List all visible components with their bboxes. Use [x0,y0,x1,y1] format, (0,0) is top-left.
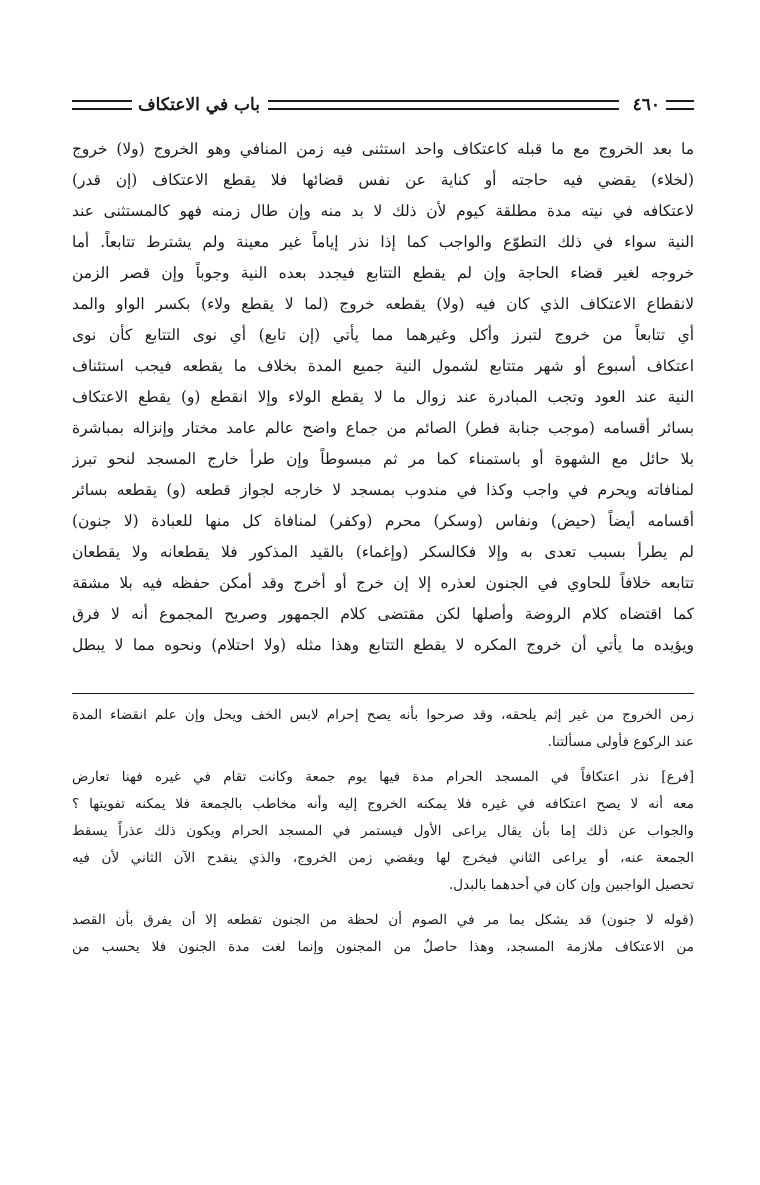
body-line: أقسامه أيضاً (حيض) ونفاس (وسكر) محرم (وكفر) لمنافاة كل منها للعبادة (لا جنون) [72,512,694,530]
footnote-paragraph [72,764,694,899]
footnote-line: [فرع] نذر اعتكافاً في المسجد الحرام مدة فيها يوم جمعة وكانت تقام في غيره فهنا تعارض [72,769,694,785]
body-line: ويؤيده ما يأتي أن خروج المكره لا يقطع التتابع وهذا مثله (ولا احتلام) ونحوه مما لا يبطل [72,636,694,654]
body-line: بلا حائل مع الشهوة أو باستمناء كما مر ثم مبسوطاً وإن طرأ خارج المسجد لنحو تبرز [72,450,694,468]
body-line: تتابعه خلافاً للحاوي في الجنون لعذره إلا إن خرج أو أخرج وقد أمكن حفظه فيه بلا مشقة [72,574,694,592]
paragraph-gap [72,756,694,764]
footnote-line: تحصيل الواجبين وإن كان في أحدهما بالبدل. [448,877,694,893]
main-text [72,134,694,661]
body-line: لانقطاع الاعتكاف الذي كان فيه (ولا) يقطعه خروج (لما لا يقطع ولاء) بكسر الواو والمد [72,295,694,313]
body-line: بسائر أقسامه (موجب جنابة فطر) الصائم من جماع واضح عالم عامد مختار وإنزاله بمباشرة [72,419,694,437]
body-line: النية عند العود وتجب المبادرة عند زوال ما لا يقطع الولاء وإلا انقطع (و) يقطع الاعتكاف [72,388,694,406]
footnote-line: زمن الخروج من غير إثم يلحقه، وقد صرحوا بأنه يصح إحرام لابس الخف ويحل وإن علم انقضاء المدة [72,707,694,723]
header-rule-right [72,100,132,110]
body-line: لاعتكافه في نيته مدة مطلقة كيوم لأن ذلك لا بد منه وإن طال زمنه فهو كالمستثنى عند [72,202,694,220]
footnote-paragraph [72,907,694,961]
footnote-separator [72,693,694,694]
footnote-line: عند الركوع فأولى مسألتنا. [547,734,694,750]
footnote-paragraph [72,702,694,756]
footnote-line: (قوله لا جنون) قد يشكل بما مر في الصوم أن لحظة من الجنون تقطعه إلا أن يفرق بأن القصد [72,912,694,928]
body-line: أي تتابعاً من خروج لتبرز وأكل وغيرهما مما يأتي (إن تابع) أي نوى التتابع كأن نوى [72,326,694,344]
body-line: خروجه لغير قضاء الحاجة وإن لم يقطع التتابع فيجدد بعده النية وجوباً وإن قصر الزمن [72,264,694,282]
page-number: ٤٦٠ [632,95,660,115]
running-header [72,90,694,120]
body-line: لمنافاته ويحرم في واجب وكذا في مندوب بمسجد لا خارجه لجواز قطعه (و) يقطعه بسائر [72,481,694,499]
body-line: كما اقتضاه كلام الروضة وأصلها لكن مقتضى كلام الجمهور وصريح المجموع أنه لا فرق [72,605,694,623]
body-line: (لخلاء) يقضي فيه حاجته أو كناية عن نفس قضائها فلا يقطع الاعتكاف (إن قدر) [72,171,694,189]
footnote-line: من الاعتكاف ملازمة المسجد، وهذا حاصلٌ من المجنون وإنما لغت مدة الجنون فلا يحسب من [72,939,694,955]
body-line: ما بعد الخروج مع ما قبله كاعتكاف واحد استثنى فيه زمن المنافي وهو الخروج (ولا) خروج [72,140,694,158]
body-line: لم يطرأ بسبب تعدى به وإلا فكالسكر (وإغماء) بالقيد المذكور فلا يقطعانه ولا يقطعان [72,543,694,561]
footnote-line: والجواب عن ذلك إما بأن يقال يراعى الأول فيستمر في المسجد الحرام ويكون ذلك عذراً يسقط [72,823,694,839]
paragraph-gap [72,899,694,907]
footnote-line: معه أنه لا يصح اعتكافه في غيره فلا يمكنه الخروج إليه وأنه مخاطب بالجمعة فلا يمكنه تفويتها ؟ [72,796,694,812]
book-page [72,90,694,961]
footnote-line: الجمعة عنه، أو يراعى الثاني فيخرج لها ويقضي زمن الخروج، والذي ينقدح الآن الثاني لأن فيه [72,850,694,866]
header-rule-left [666,100,694,110]
body-line: اعتكاف أسبوع أو شهر متتابع لشمول النية جميع المدة بخلاف ما يقطعه فيجب استئناف [72,357,694,375]
chapter-title: باب في الاعتكاف [138,95,260,115]
footnotes [72,702,694,961]
body-line: النية سواء في ذلك التطوّع والواجب كما إذا نذر إياماً غير معينة ولم يشترط تتابعاً. أما [72,233,694,251]
header-rule-middle [268,100,619,110]
